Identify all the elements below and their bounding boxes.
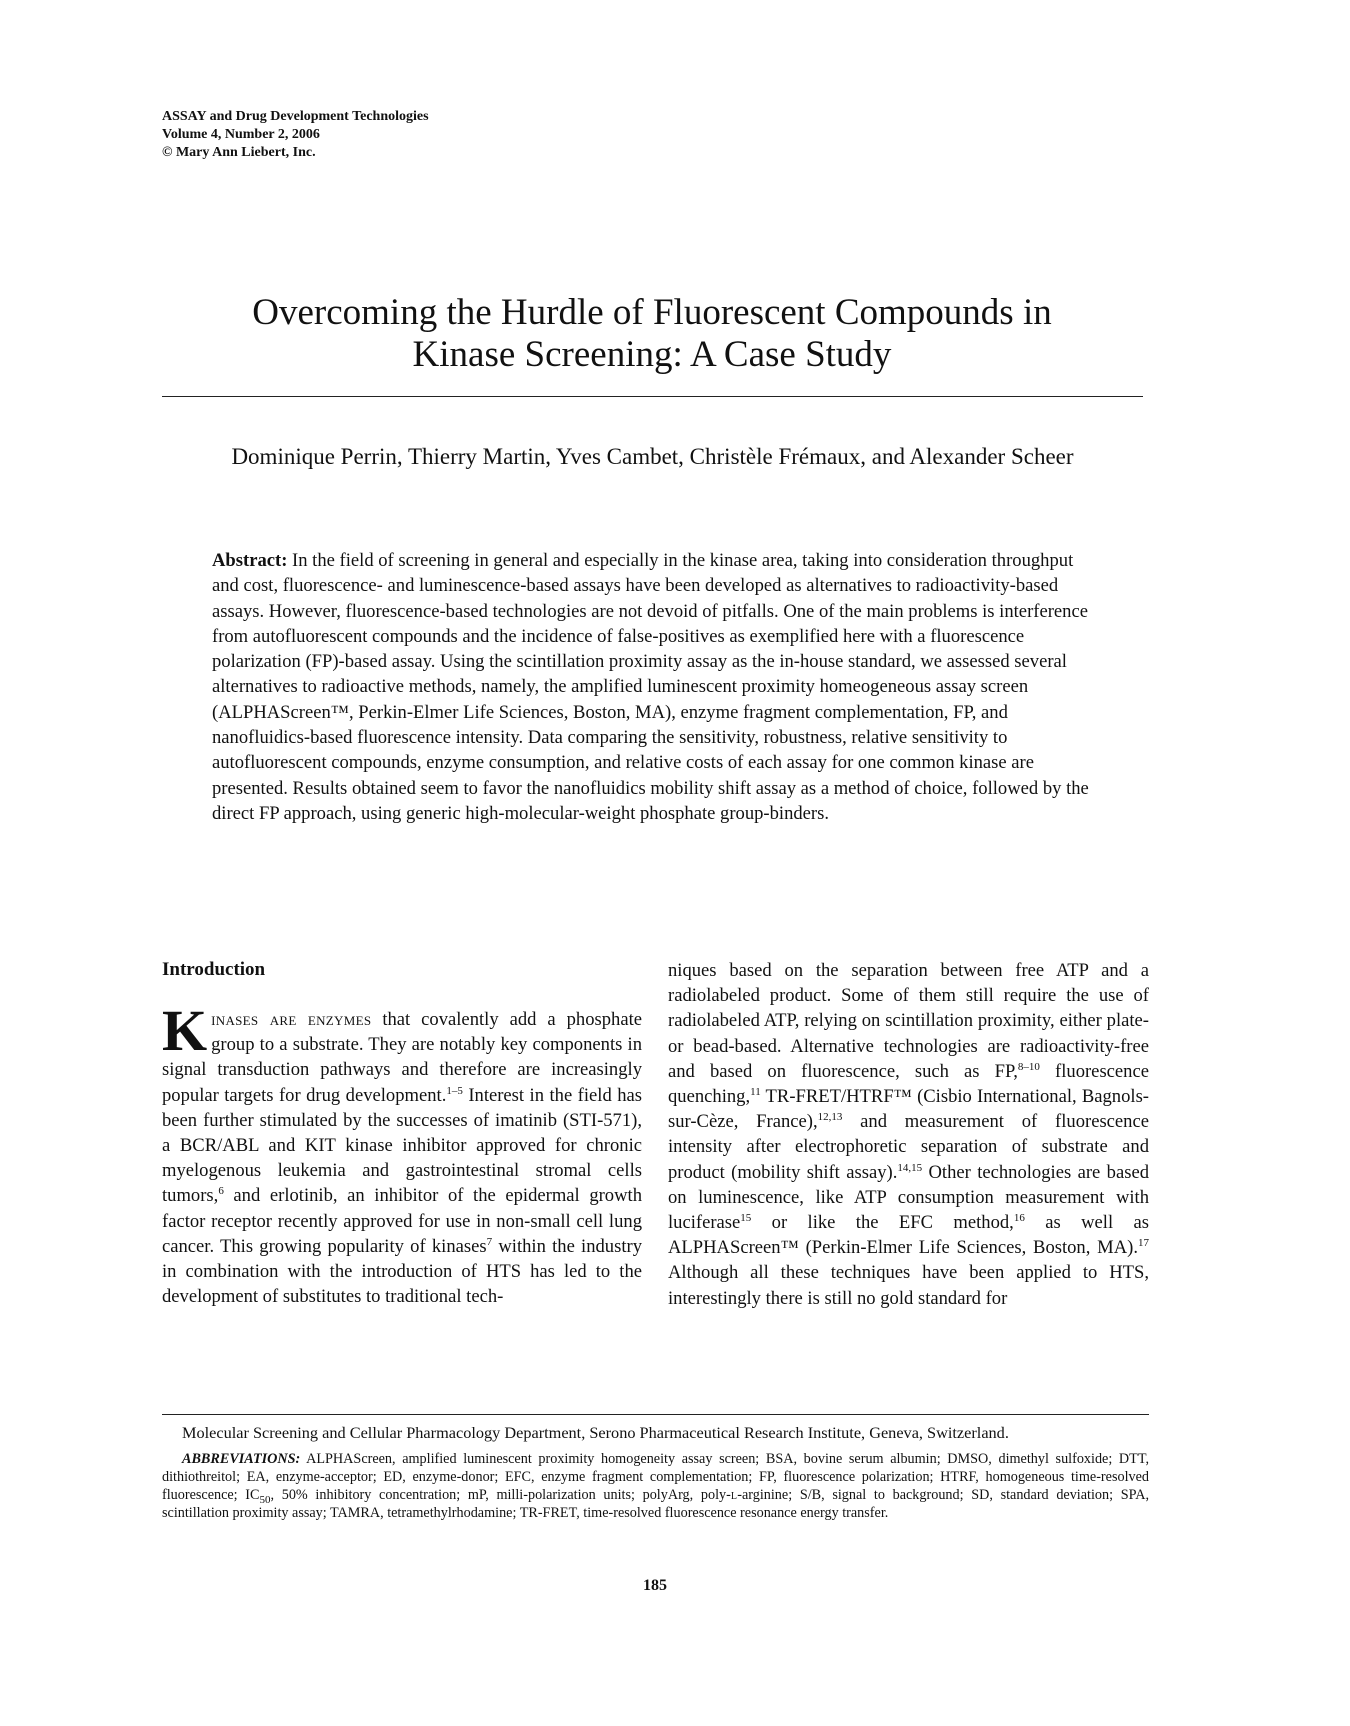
journal-header [162,108,429,162]
article-title [162,292,1142,376]
abbreviations-text: ALPHAScreen, amplified luminescent proximity homogeneity assay screen; BSA, bovine serum albumin; DMSO, dimethyl sulfoxide; DTT, dithiothreitol; EA, enzyme-acceptor; ED, enzyme-donor; EFC, enzyme fragment complementation; FP, fluorescence polarization; HTRF, homogeneous time-resolved fluorescence; IC [162,1451,1149,1503]
citation: 11 [750,1085,761,1098]
citation: 6 [218,1185,224,1198]
abbreviations-text: -arginine; S/B, signal to background; SD, standard deviation; SPA, scintillation proximity assay; TAMRA, tetramethylrhodamine; TR-FRET, time-resolved fluorescence resonance energy transfer. [162,1487,1149,1521]
journal-volume: Volume 4, Number 2, 2006 [162,127,320,142]
body-text: or like the EFC method, [751,1212,1014,1234]
opening-smallcaps: inases are enzymes [211,1009,372,1030]
body-text: as well as ALPHAScreen™ (Perkin-Elmer Life Sciences, Boston, MA). [668,1212,1149,1259]
page-number: 185 [643,1577,667,1594]
journal-name: ASSAY and Drug Development Technologies [162,109,429,124]
subscript: 50 [259,1493,271,1506]
citation: 16 [1013,1211,1025,1224]
citation: 15 [740,1211,752,1224]
abbreviations-footnote [162,1450,1149,1522]
introduction-heading: Introduction [162,959,266,980]
smallcaps-l: l [730,1487,738,1503]
footnote-rule [162,1414,1149,1415]
abbreviations-text: , 50% inhibitory concentration; mP, milli-polarization units; polyArg, poly- [270,1487,731,1503]
journal-copyright: © Mary Ann Liebert, Inc. [162,145,316,160]
body-text: Interest in the field has been further stimulated by the successes of imatinib (STI-571), a BCR/ABL and KIT kinase inhibitor approved for chronic myelogenous leukemia and gastrointestinal stromal cells tumors, [162,1084,642,1207]
body-text: and measurement of fluorescence intensity after electrophoretic separation of substrate and product (mobility shift assay). [668,1111,1149,1183]
citation: 1–5 [446,1084,463,1097]
citation: 8–10 [1017,1060,1040,1073]
abstract-label: Abstract: [212,550,288,571]
title-line-2: Kinase Screening: A Case Study [412,334,892,375]
title-line-1: Overcoming the Hurdle of Fluorescent Compounds in [252,292,1052,333]
affiliation-footnote: Molecular Screening and Cellular Pharmacology Department, Serono Pharmaceutical Research Institute, Geneva, Switzerland. [182,1423,1009,1442]
abstract-text: In the field of screening in general and especially in the kinase area, taking into consideration throughput and cost, fluorescence- and luminescence-based assays have been developed as alternatives to radioactivity-based assays. However, fluorescence-based technologies are not devoid of pitfalls. One of the main problems is interference from autofluorescent compounds and the incidence of false-positives as exemplified here with a fluorescence polarization (FP)-based assay. Using the scintillation proximity assay as the in-house standard, we assessed several alternatives to radioactive methods, namely, the amplified luminescent proximity homeogeneous assay screen (ALPHAScreen™, Perkin-Elmer Life Sciences, Boston, MA), enzyme fragment complementation, FP, and nanofluidics-based fluorescence intensity. Data comparing the sensitivity, robustness, relative sensitivity to autofluorescent compounds, enzyme consumption, and relative costs of each assay for one common kinase are presented. Results obtained seem to favor the nanofluidics mobility shift assay as a method of choice, followed by the direct FP approach, using generic high-molecular-weight phosphate group-binders. [212,550,1089,824]
citation: 14,15 [897,1161,923,1174]
body-text: Although all these techniques have been applied to HTS, interestingly there is still no gold standard for [668,1262,1149,1309]
abstract [212,548,1102,826]
introduction-right-column [668,958,1149,1311]
body-text: Other technologies are based on luminescence, like ATP consumption measurement with luciferase [668,1161,1149,1234]
abbreviations-label: ABBREVIATIONS: [182,1451,301,1467]
citation: 17 [1138,1237,1149,1250]
title-rule [162,396,1143,397]
author-list: Dominique Perrin, Thierry Martin, Yves Cambet, Christèle Frémaux, and Alexander Scheer [231,444,1074,469]
body-text: fluorescence quenching, [668,1060,1149,1108]
drop-cap: K [162,998,208,1063]
introduction-left-column [162,998,643,1309]
body-text: niques based on the separation between free ATP and a radiolabeled product. Some of them still require the use of radiolabeled ATP, relying on scintillation proximity, either plate- or bead-based. Alternative technologies are radioactivity-free and based on fluorescence, such as FP, [668,960,1149,1082]
body-text: within the industry in combination with the introduction of HTS has led to the development of substitutes to traditional tech- [162,1235,642,1308]
body-text: and erlotinib, an inhibitor of the epidermal growth factor receptor recently approved for use in non-small cell lung cancer. This growing popularity of kinases [162,1185,642,1257]
body-text: TR-FRET/HTRF™ (Cisbio International, Bagnols-sur-Cèze, France), [668,1086,1149,1133]
citation: 7 [486,1235,493,1248]
citation: 12,13 [817,1111,843,1124]
body-text: that covalently add a phosphate group to a substrate. They are notably key components in signal transduction pathways and therefore are increasingly popular targets for drug development. [162,1009,643,1106]
